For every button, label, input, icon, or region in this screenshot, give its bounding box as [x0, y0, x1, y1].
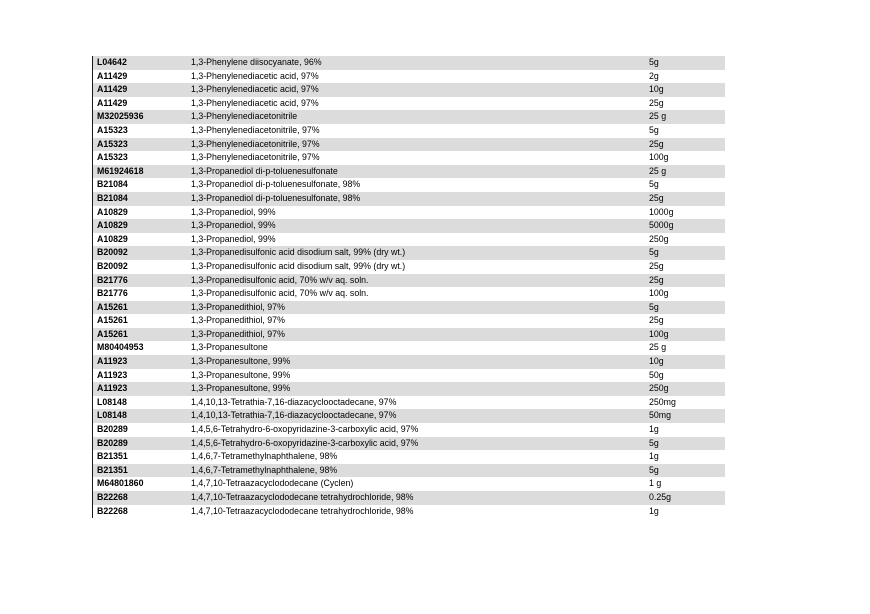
package-size: 5g: [649, 124, 659, 135]
product-name: 1,3-Propanediol, 99%: [191, 233, 276, 244]
catalog-code: B21084: [97, 179, 128, 190]
table-row: [93, 355, 725, 369]
package-size: 25g: [649, 97, 664, 108]
product-name: 1,3-Propanesultone, 99%: [191, 383, 291, 394]
catalog-code: A10829: [97, 220, 128, 231]
table-row: [93, 151, 725, 165]
product-name: 1,4,6,7-Tetramethylnaphthalene, 98%: [191, 464, 338, 475]
table-row: [93, 110, 725, 124]
catalog-code: M64801860: [97, 478, 144, 489]
package-size: 2g: [649, 70, 659, 81]
product-name: 1,3-Propanediol di-p-toluenesulfonate, 98%: [191, 179, 361, 190]
package-size: 10g: [649, 356, 664, 367]
table-row: [93, 178, 725, 192]
table-row: [93, 505, 725, 519]
table-row: [93, 233, 725, 247]
catalog-code: B21084: [97, 192, 128, 203]
product-name: 1,4,10,13-Tetrathia-7,16-diazacyclooctadecane, 97%: [191, 410, 397, 421]
catalog-code: M61924618: [97, 165, 144, 176]
package-size: 5g: [649, 437, 659, 448]
product-name: 1,3-Phenylenediacetonitrile, 97%: [191, 124, 320, 135]
package-size: 1g: [649, 451, 659, 462]
catalog-code: A10829: [97, 233, 128, 244]
catalog-code: B21776: [97, 274, 128, 285]
table-row: [93, 274, 725, 288]
table-row: [93, 138, 725, 152]
product-name: 1,4,10,13-Tetrathia-7,16-diazacyclooctadecane, 97%: [191, 396, 397, 407]
catalog-code: B21351: [97, 451, 128, 462]
catalog-code: B22268: [97, 492, 128, 502]
catalog-code: L08148: [97, 396, 127, 407]
package-size: 25 g: [649, 165, 667, 176]
package-size: 5g: [649, 301, 659, 312]
table-row: [93, 56, 725, 70]
package-size: 25g: [649, 274, 664, 285]
product-name: 1,3-Phenylenediacetic acid, 97%: [191, 97, 319, 108]
package-size: 250mg: [649, 396, 676, 407]
product-name: 1,3-Propanedithiol, 97%: [191, 315, 285, 326]
product-name: 1,3-Propanedisulfonic acid, 70% w/v aq. soln.: [191, 274, 369, 285]
catalog-code: B20289: [97, 437, 128, 448]
product-name: 1,3-Propanedisulfonic acid disodium salt, 99% (dry wt.): [191, 247, 406, 258]
table-row: [93, 423, 725, 437]
product-name: 1,3-Phenylenediacetonitrile, 97%: [191, 152, 320, 163]
package-size: 0.25g: [649, 492, 672, 502]
package-size: 25g: [649, 192, 664, 203]
table-row: [93, 491, 725, 505]
package-size: 5g: [649, 247, 659, 258]
product-name: 1,3-Propanedisulfonic acid, 70% w/v aq. soln.: [191, 288, 369, 299]
package-size: 1 g: [649, 478, 662, 489]
catalog-code: A11429: [97, 70, 128, 81]
table-row: [93, 464, 725, 478]
table-row: [93, 124, 725, 138]
table-row: [93, 219, 725, 233]
product-name: 1,4,7,10-Tetraazacyclododecane tetrahydrochloride, 98%: [191, 505, 414, 516]
catalog-code: A15323: [97, 124, 128, 135]
package-size: 5g: [649, 464, 659, 475]
product-name: 1,3-Propanesultone, 99%: [191, 356, 291, 367]
catalog-code: A11923: [97, 356, 128, 367]
package-size: 10g: [649, 84, 664, 95]
catalog-code: B20092: [97, 260, 128, 271]
catalog-code: A11923: [97, 383, 128, 394]
product-table: [92, 56, 725, 518]
product-name: 1,3-Propanedisulfonic acid disodium salt, 99% (dry wt.): [191, 260, 406, 271]
package-size: 1g: [649, 505, 659, 516]
table-row: [93, 477, 725, 491]
product-name: 1,3-Phenylenediacetic acid, 97%: [191, 70, 319, 81]
table-row: [93, 97, 725, 111]
package-size: 100g: [649, 328, 669, 339]
catalog-code: B20092: [97, 247, 128, 258]
catalog-code: A15323: [97, 138, 128, 149]
product-name: 1,3-Phenylenediacetonitrile: [191, 111, 298, 122]
table-row: [93, 450, 725, 464]
catalog-code: A15261: [97, 301, 128, 312]
package-size: 100g: [649, 288, 669, 299]
table-row: [93, 314, 725, 328]
product-name: 1,4,7,10-Tetraazacyclododecane tetrahydrochloride, 98%: [191, 492, 414, 502]
table-row: [93, 206, 725, 220]
product-name: 1,3-Propanedithiol, 97%: [191, 328, 285, 339]
table-row: [93, 382, 725, 396]
catalog-code: L08148: [97, 410, 127, 421]
product-name: 1,4,5,6-Tetrahydro-6-oxopyridazine-3-carboxylic acid, 97%: [191, 424, 419, 435]
table-row: [93, 341, 725, 355]
package-size: 1000g: [649, 206, 674, 217]
package-size: 250g: [649, 233, 669, 244]
catalog-code: M80404953: [97, 342, 144, 353]
table-row: [93, 70, 725, 84]
catalog-code: A15323: [97, 152, 128, 163]
package-size: 25g: [649, 138, 664, 149]
product-name: 1,3-Propanediol, 99%: [191, 220, 276, 231]
table-row: [93, 396, 725, 410]
table-row: [93, 328, 725, 342]
table-row: [93, 369, 725, 383]
product-name: 1,3-Phenylenediacetic acid, 97%: [191, 84, 319, 95]
package-size: 1g: [649, 424, 659, 435]
table-row: [93, 287, 725, 301]
catalog-code: B22268: [97, 505, 128, 516]
package-size: 250g: [649, 383, 669, 394]
catalog-code: A11429: [97, 84, 128, 95]
package-size: 50mg: [649, 410, 672, 421]
product-name: 1,4,6,7-Tetramethylnaphthalene, 98%: [191, 451, 338, 462]
package-size: 100g: [649, 152, 669, 163]
catalog-code: A11923: [97, 369, 128, 380]
table-row: [93, 246, 725, 260]
product-name: 1,3-Phenylene diisocyanate, 96%: [191, 57, 322, 67]
product-name: 1,4,5,6-Tetrahydro-6-oxopyridazine-3-carboxylic acid, 97%: [191, 437, 419, 448]
catalog-code: A15261: [97, 328, 128, 339]
product-name: 1,3-Propanesultone: [191, 342, 268, 353]
table-row: [93, 165, 725, 179]
catalog-code: B21776: [97, 288, 128, 299]
table-row: [93, 301, 725, 315]
catalog-code: A11429: [97, 97, 128, 108]
product-name: 1,3-Phenylenediacetonitrile, 97%: [191, 138, 320, 149]
package-size: 25 g: [649, 342, 667, 353]
product-name: 1,3-Propanesultone, 99%: [191, 369, 291, 380]
package-size: 5g: [649, 179, 659, 190]
catalog-code: L04642: [97, 57, 127, 67]
table-row: [93, 437, 725, 451]
package-size: 50g: [649, 369, 664, 380]
package-size: 25 g: [649, 111, 667, 122]
table-row: [93, 83, 725, 97]
catalog-code: M32025936: [97, 111, 144, 122]
package-size: 5g: [649, 57, 659, 67]
product-name: 1,3-Propanediol di-p-toluenesulfonate, 98%: [191, 192, 361, 203]
table-row: [93, 192, 725, 206]
product-name: 1,4,7,10-Tetraazacyclododecane (Cyclen): [191, 478, 354, 489]
catalog-code: A15261: [97, 315, 128, 326]
package-size: 25g: [649, 315, 664, 326]
catalog-code: B20289: [97, 424, 128, 435]
table-row: [93, 260, 725, 274]
table-row: [93, 409, 725, 423]
package-size: 5000g: [649, 220, 674, 231]
catalog-code: B21351: [97, 464, 128, 475]
product-name: 1,3-Propanedithiol, 97%: [191, 301, 285, 312]
catalog-code: A10829: [97, 206, 128, 217]
product-name: 1,3-Propanediol di-p-toluenesulfonate: [191, 165, 338, 176]
package-size: 25g: [649, 260, 664, 271]
product-name: 1,3-Propanediol, 99%: [191, 206, 276, 217]
